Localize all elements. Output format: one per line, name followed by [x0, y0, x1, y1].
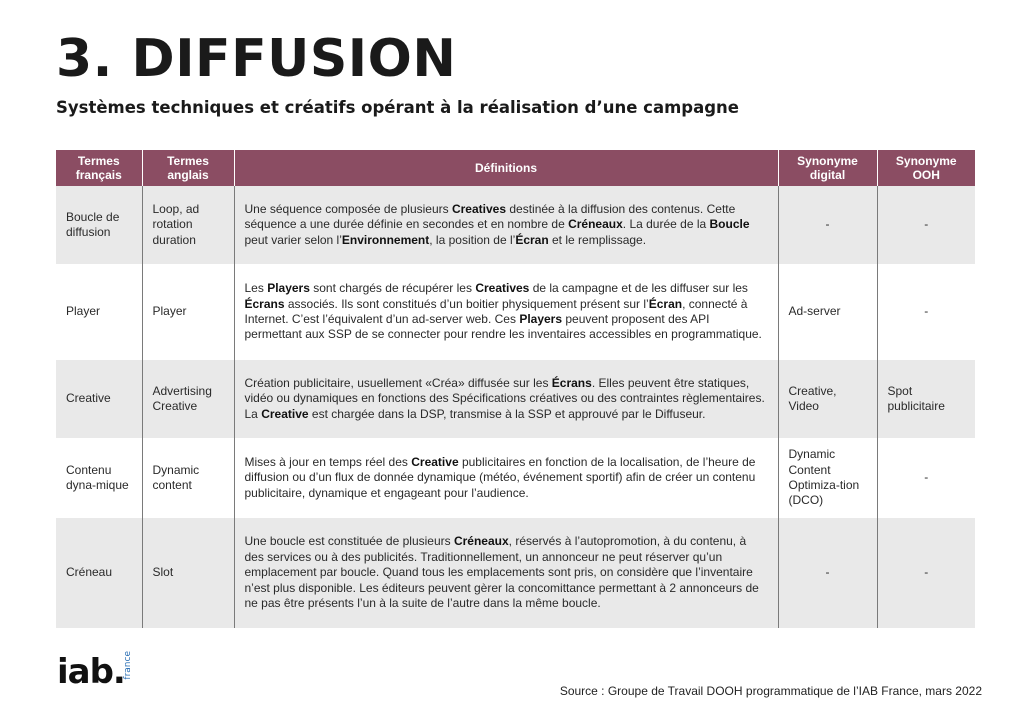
definition-keyword: Players [519, 312, 563, 326]
source-note: Source : Groupe de Travail DOOH programmatique de l’IAB France, mars 2022 [559, 684, 982, 698]
term-en-cell: Slot [142, 518, 234, 628]
synonym-digital-cell: Ad-server [778, 264, 877, 360]
definition-text: peuvent proposent des API permettant aux SSP de se connecter pour rendre les inventaires accessibles en programmatique. [244, 312, 762, 342]
term-en-cell: Dynamic content [142, 438, 234, 518]
definition-text: publicitaires en fonction de la localisation, de l’heure de diffusion ou d’un flux de donnée dynamique (météo, événement sportif) afin de créer un contenu publicitaire, dynamique et engageant pour l’audience. [244, 454, 756, 500]
definition-keyword: Environnement [341, 232, 430, 247]
definition-text: associés. Ils sont constitués d’un boitier physiquement présent sur l’ [284, 296, 649, 311]
definition-keyword: Écran [515, 232, 549, 247]
definition-keyword: Boucle [709, 217, 750, 232]
header-termes-anglais: Termes anglais [142, 150, 234, 186]
definition-text: Une séquence composée de plusieurs [244, 201, 452, 216]
definition-keyword: Creative [261, 406, 309, 421]
definition-text: et le remplissage. [548, 232, 647, 247]
definition-text: destinée à la diffusion des contenus. Cette séquence a une durée définie en secondes et en nombre de [244, 201, 736, 232]
definition-cell [234, 518, 778, 628]
definition-cell [234, 360, 778, 438]
definition-text: , la position de l’ [429, 232, 516, 247]
term-en-cell: Loop, ad rotation duration [142, 186, 234, 264]
definition-text: . La durée de la [622, 217, 710, 232]
table-row [56, 360, 975, 438]
definition-text: Création publicitaire, usuellement «Créa» diffusée sur les [244, 375, 552, 390]
definition-text: , connecté à Internet. C’est l’équivalent d’un ad-server web. Ces [244, 296, 748, 326]
definition-keyword: Creative [411, 454, 459, 469]
header-synonyme-digital: Synonyme digital [778, 150, 877, 186]
synonym-ooh-cell: Spot publicitaire [877, 360, 975, 438]
definition-keyword: Écrans [244, 296, 285, 311]
synonym-digital-cell: - [778, 518, 877, 628]
definition-text: Une boucle est constituée de plusieurs [244, 534, 454, 549]
definition-keyword: Écrans [551, 375, 592, 390]
definition-text: . Elles peuvent être statiques, vidéo ou dynamiques en fonctions des Spécifications créatives ou des contraintes règlementaires. La [244, 375, 765, 421]
term-en-cell: Advertising Creative [142, 360, 234, 438]
definition-text: , réservés à l’autopromotion, à du contenu, à des services ou à des publicités. Traditionnellement, un annonceur ne peut réserver qu’un emplacement par boucle. Quand tous les emplacements sont pris, on considère que l’inventaire n’est plus disponible. Les éditeurs peuvent gèrer la concomittance permettant à 2 annonceurs de ne pas être présents l’un à la suite de l’autre dans la même boucle. [244, 534, 759, 611]
term-en-cell: Player [142, 264, 234, 360]
header-termes-francais: Termes français [56, 150, 142, 186]
table-row [56, 438, 975, 518]
synonym-ooh-cell: - [877, 518, 975, 628]
definition-cell [234, 186, 778, 264]
definitions-table [56, 150, 975, 628]
definition-cell [234, 438, 778, 518]
definition-text: est chargée dans la DSP, transmise à la SSP et approuvé par le Diffuseur. [308, 406, 706, 421]
header-synonyme-ooh: Synonyme OOH [877, 150, 975, 186]
table-row [56, 264, 975, 360]
term-fr-cell: Boucle de diffusion [56, 186, 142, 264]
synonym-ooh-cell: - [877, 438, 975, 518]
synonym-digital-cell: - [778, 186, 877, 264]
table-row [56, 186, 975, 264]
header-definitions: Définitions [234, 150, 778, 186]
definition-cell [234, 264, 778, 360]
table-row [56, 518, 975, 628]
term-fr-cell: Player [56, 264, 142, 360]
page-title: 3. DIFFUSION [56, 29, 457, 89]
definition-keyword: Créneaux [453, 534, 509, 549]
table-header-row [56, 150, 975, 186]
synonym-ooh-cell: - [877, 264, 975, 360]
definition-text: peut varier selon l’ [244, 232, 342, 247]
iab-france-logo [57, 650, 137, 694]
term-fr-cell: Contenu dyna-mique [56, 438, 142, 518]
logo-subtext: france [123, 651, 133, 680]
definition-keyword: Creatives [475, 281, 530, 296]
definition-keyword: Créneaux [568, 217, 623, 232]
logo-text: iab. [57, 652, 125, 692]
definition-text: Les [244, 281, 268, 296]
term-fr-cell: Créneau [56, 518, 142, 628]
definition-keyword: Creatives [451, 201, 507, 216]
synonym-digital-cell: Creative, Video [778, 360, 877, 438]
definition-keyword: Players [267, 281, 310, 296]
page-subtitle: Systèmes techniques et créatifs opérant à la réalisation d’une campagne [56, 98, 739, 117]
definition-text: Mises à jour en temps réel des [244, 454, 412, 469]
definition-text: de la campagne et de les diffuser sur les [529, 281, 748, 296]
synonym-ooh-cell: - [877, 186, 975, 264]
definition-text: sont chargés de récupérer les [309, 281, 476, 296]
definition-keyword: Écran [648, 296, 683, 311]
synonym-digital-cell: Dynamic Content Optimiza-tion (DCO) [778, 438, 877, 518]
term-fr-cell: Creative [56, 360, 142, 438]
